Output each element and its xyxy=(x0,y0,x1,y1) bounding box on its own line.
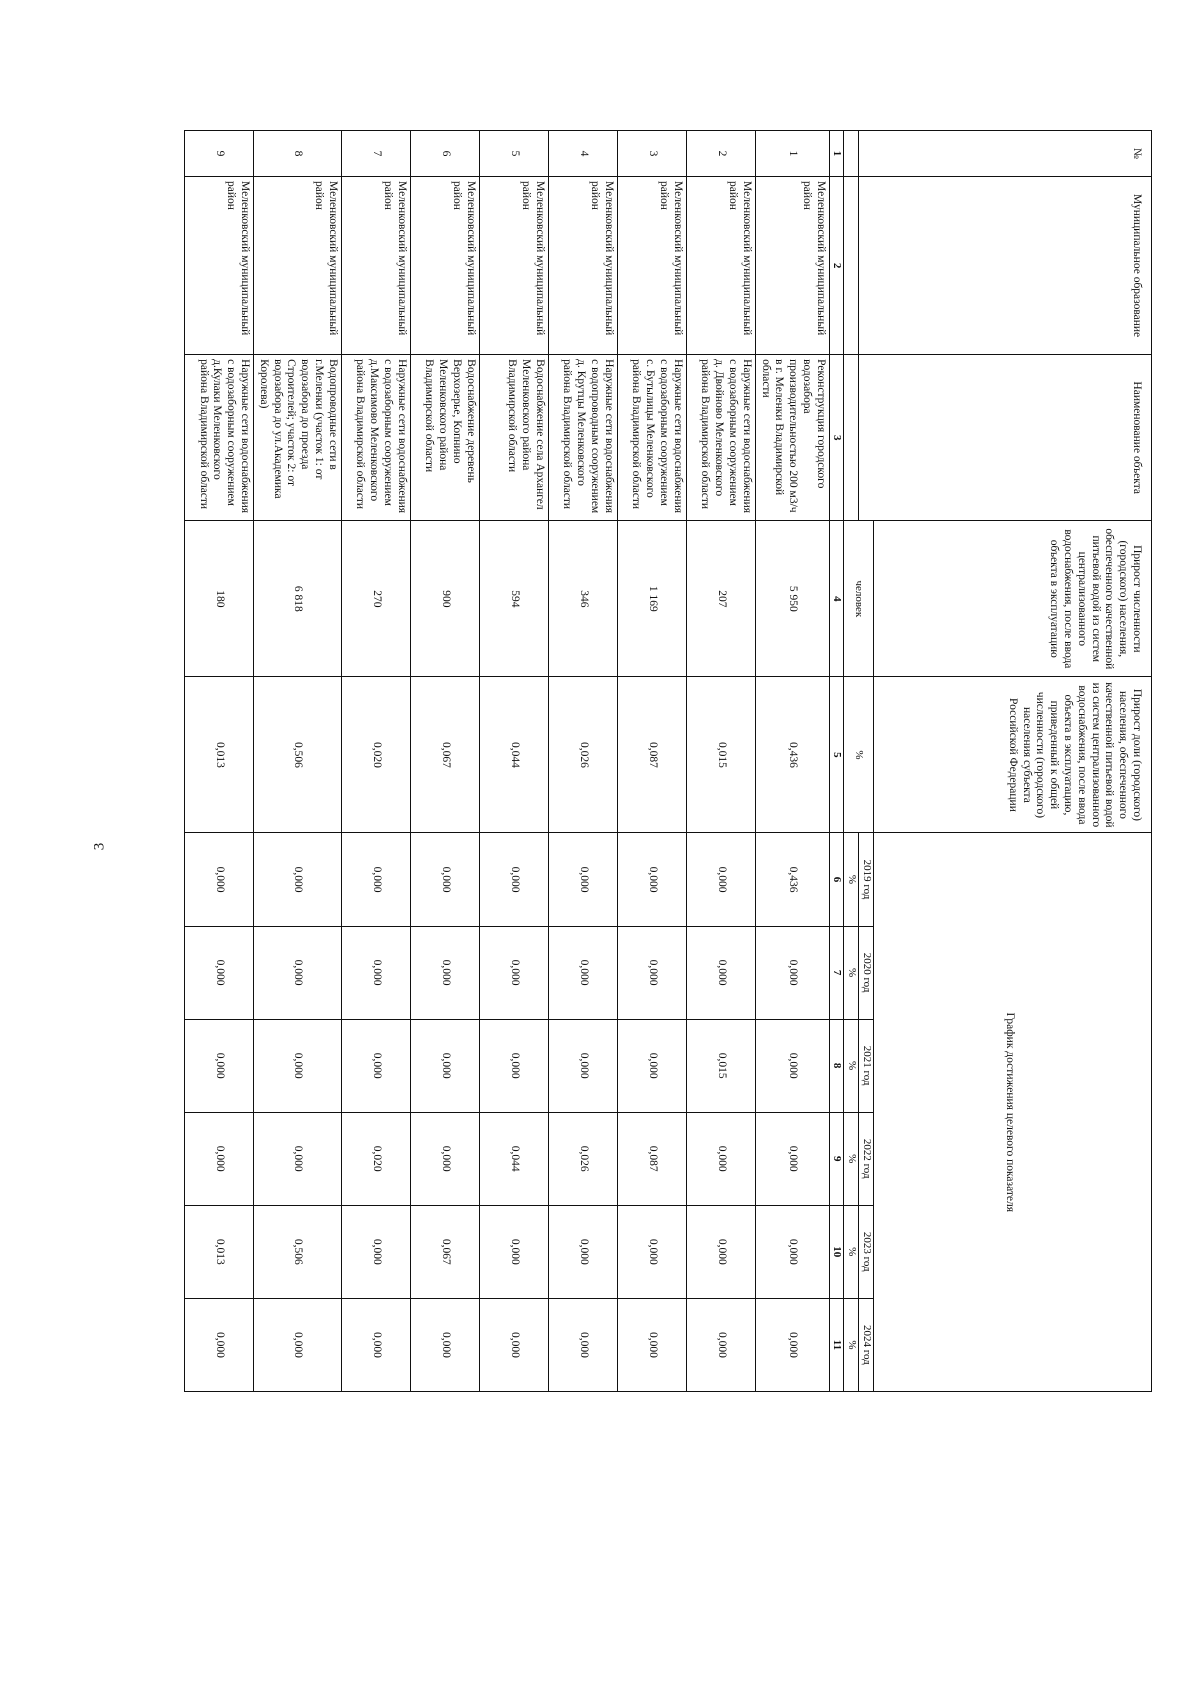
year-value-cell: 0,000 xyxy=(548,1205,617,1298)
col-header-share-growth: Прирост доли (городского) населения, обеспеченного качественной питьевой водой из систем централизованного водоснабжения, после ввода объекта в эксплуатацию, приведенный к общей численности (городского) населения субъекта Российской Федерации xyxy=(873,677,1151,833)
table-row xyxy=(341,131,410,1392)
year-header: 2022 год xyxy=(858,1112,873,1205)
population-growth-cell: 207 xyxy=(686,521,755,677)
population-growth-cell: 594 xyxy=(479,521,548,677)
table-row xyxy=(185,131,254,1392)
page-number: 3 xyxy=(91,842,108,851)
target-indicator-table xyxy=(184,130,1152,1392)
municipality-cell: Меленковский муниципальный район xyxy=(755,177,829,355)
year-value-cell: 0,506 xyxy=(254,1205,342,1298)
year-value-cell: 0,000 xyxy=(755,1019,829,1112)
year-value-cell: 0,000 xyxy=(617,1298,686,1391)
year-value-cell: 0,000 xyxy=(755,1298,829,1391)
population-growth-cell: 346 xyxy=(548,521,617,677)
year-value-cell: 0,000 xyxy=(686,926,755,1019)
share-growth-cell: 0,087 xyxy=(617,677,686,833)
row-number: 9 xyxy=(185,131,254,177)
year-value-cell: 0,000 xyxy=(185,1298,254,1391)
object-name-cell: Водопроводные сети в г.Меленки (участок 1: от водозабора до проезда Строителей; участок 2: от водозабора до ул.Академика Королева) xyxy=(254,355,342,521)
object-name-cell: Наружные сети водоснабжения с водозаборным сооружением д. Двойново Меленковского района Владимирской области xyxy=(686,355,755,521)
year-unit: % xyxy=(843,833,858,926)
object-name-cell: Наружные сети водоснабжения с водозаборным сооружением д.Максимово Меленковского района Владимирской области xyxy=(341,355,410,521)
population-growth-cell: 1 169 xyxy=(617,521,686,677)
year-value-cell: 0,000 xyxy=(341,1205,410,1298)
year-value-cell: 0,000 xyxy=(617,926,686,1019)
municipality-cell: Меленковский муниципальный район xyxy=(479,177,548,355)
year-value-cell: 0,000 xyxy=(617,1019,686,1112)
table-row xyxy=(686,131,755,1392)
year-value-cell: 0,000 xyxy=(479,833,548,926)
municipality-cell: Меленковский муниципальный район xyxy=(548,177,617,355)
year-header: 2019 год xyxy=(858,833,873,926)
year-value-cell: 0,000 xyxy=(254,1019,342,1112)
year-value-cell: 0,000 xyxy=(185,833,254,926)
year-value-cell: 0,026 xyxy=(548,1112,617,1205)
year-value-cell: 0,000 xyxy=(617,833,686,926)
table-row xyxy=(479,131,548,1392)
column-number: 11 xyxy=(829,1298,843,1391)
unit-share: % xyxy=(843,677,873,833)
column-number: 7 xyxy=(829,926,843,1019)
row-number: 4 xyxy=(548,131,617,177)
rotated-table-frame xyxy=(184,130,1152,1392)
row-number: 2 xyxy=(686,131,755,177)
share-growth-cell: 0,020 xyxy=(341,677,410,833)
year-value-cell: 0,015 xyxy=(686,1019,755,1112)
row-number: 3 xyxy=(617,131,686,177)
year-value-cell: 0,000 xyxy=(410,1019,479,1112)
year-value-cell: 0,000 xyxy=(410,833,479,926)
year-value-cell: 0,000 xyxy=(341,926,410,1019)
row-number: 8 xyxy=(254,131,342,177)
year-value-cell: 0,000 xyxy=(686,1205,755,1298)
row-number: 7 xyxy=(341,131,410,177)
col-header-municipality: Муниципальное образование xyxy=(858,177,1151,355)
year-value-cell: 0,000 xyxy=(686,1112,755,1205)
population-growth-cell: 6 818 xyxy=(254,521,342,677)
unit-pop: человек xyxy=(843,521,873,677)
table-row xyxy=(254,131,342,1392)
row-number: 5 xyxy=(479,131,548,177)
year-value-cell: 0,087 xyxy=(617,1112,686,1205)
col-header-object: Наименование объекта xyxy=(858,355,1151,521)
year-unit: % xyxy=(843,926,858,1019)
year-value-cell: 0,436 xyxy=(755,833,829,926)
column-number: 8 xyxy=(829,1019,843,1112)
year-value-cell: 0,000 xyxy=(755,1205,829,1298)
population-growth-cell: 270 xyxy=(341,521,410,677)
year-value-cell: 0,020 xyxy=(341,1112,410,1205)
object-name-cell: Водоснабжение села Архангел Меленковского района Владимирской области xyxy=(479,355,548,521)
share-growth-cell: 0,013 xyxy=(185,677,254,833)
object-name-cell: Водоснабжение деревень Верхозерье, Копнино Меленковского района Владимирской области xyxy=(410,355,479,521)
year-unit: % xyxy=(843,1298,858,1391)
column-number: 1 xyxy=(829,131,843,177)
col-header-no: № xyxy=(858,131,1151,177)
year-value-cell: 0,000 xyxy=(479,926,548,1019)
year-unit: % xyxy=(843,1019,858,1112)
table-row xyxy=(755,131,829,1392)
population-growth-cell: 5 950 xyxy=(755,521,829,677)
year-header: 2023 год xyxy=(858,1205,873,1298)
object-name-cell: Наружные сети водоснабжения с водопроводным сооружением д. Крутцы Меленковского района Владимирской области xyxy=(548,355,617,521)
municipality-cell: Меленковский муниципальный район xyxy=(254,177,342,355)
year-value-cell: 0,000 xyxy=(617,1205,686,1298)
share-growth-cell: 0,506 xyxy=(254,677,342,833)
year-value-cell: 0,000 xyxy=(185,1112,254,1205)
year-value-cell: 0,044 xyxy=(479,1112,548,1205)
column-number-row xyxy=(829,131,843,1392)
share-growth-cell: 0,436 xyxy=(755,677,829,833)
column-number: 2 xyxy=(829,177,843,355)
year-value-cell: 0,000 xyxy=(341,1019,410,1112)
object-name-cell: Наружные сети водоснабжения с водозаборным сооружением д.Кулаки Меленковского района Владимирской области xyxy=(185,355,254,521)
share-growth-cell: 0,044 xyxy=(479,677,548,833)
year-value-cell: 0,000 xyxy=(686,833,755,926)
col-header-schedule: График достижения целевого показателя xyxy=(873,833,1151,1392)
municipality-cell: Меленковский муниципальный район xyxy=(185,177,254,355)
empty-cell xyxy=(843,131,858,177)
year-header: 2020 год xyxy=(858,926,873,1019)
year-value-cell: 0,000 xyxy=(254,926,342,1019)
share-growth-cell: 0,067 xyxy=(410,677,479,833)
column-number: 9 xyxy=(829,1112,843,1205)
year-value-cell: 0,000 xyxy=(548,1019,617,1112)
year-header: 2021 год xyxy=(858,1019,873,1112)
municipality-cell: Меленковский муниципальный район xyxy=(686,177,755,355)
municipality-cell: Меленковский муниципальный район xyxy=(410,177,479,355)
column-number: 10 xyxy=(829,1205,843,1298)
year-value-cell: 0,000 xyxy=(548,1298,617,1391)
empty-cell xyxy=(843,355,858,521)
year-value-cell: 0,067 xyxy=(410,1205,479,1298)
year-value-cell: 0,000 xyxy=(254,833,342,926)
year-header: 2024 год xyxy=(858,1298,873,1391)
year-value-cell: 0,000 xyxy=(548,833,617,926)
column-number: 6 xyxy=(829,833,843,926)
column-number: 3 xyxy=(829,355,843,521)
year-value-cell: 0,000 xyxy=(254,1298,342,1391)
row-number: 1 xyxy=(755,131,829,177)
year-value-cell: 0,000 xyxy=(185,1019,254,1112)
year-value-cell: 0,000 xyxy=(479,1205,548,1298)
year-value-cell: 0,000 xyxy=(479,1298,548,1391)
population-growth-cell: 900 xyxy=(410,521,479,677)
year-value-cell: 0,000 xyxy=(755,1112,829,1205)
year-unit: % xyxy=(843,1205,858,1298)
col-header-pop-growth: Прирост численности (городского) населения, обеспеченного качественной питьевой водой из систем централизованного водоснабжения, после ввода объекта в эксплуатацию xyxy=(873,521,1151,677)
year-value-cell: 0,000 xyxy=(548,926,617,1019)
table-row xyxy=(548,131,617,1392)
population-growth-cell: 180 xyxy=(185,521,254,677)
municipality-cell: Меленковский муниципальный район xyxy=(617,177,686,355)
object-name-cell: Наружные сети водоснабжения с водозаборным сооружением с. Бутылицы Меленковского района Владимирской области xyxy=(617,355,686,521)
year-value-cell: 0,000 xyxy=(254,1112,342,1205)
year-value-cell: 0,000 xyxy=(341,1298,410,1391)
table-row xyxy=(617,131,686,1392)
empty-cell xyxy=(843,177,858,355)
share-growth-cell: 0,026 xyxy=(548,677,617,833)
share-growth-cell: 0,015 xyxy=(686,677,755,833)
municipality-cell: Меленковский муниципальный район xyxy=(341,177,410,355)
column-number: 5 xyxy=(829,677,843,833)
year-value-cell: 0,000 xyxy=(686,1298,755,1391)
year-value-cell: 0,000 xyxy=(410,1298,479,1391)
table-row xyxy=(410,131,479,1392)
year-value-cell: 0,000 xyxy=(755,926,829,1019)
column-number: 4 xyxy=(829,521,843,677)
year-value-cell: 0,013 xyxy=(185,1205,254,1298)
header-row-1 xyxy=(873,131,1151,1392)
object-name-cell: Реконструкция городского водозабора производительностью 200 м3/ч в г. Меленки Владимирской области xyxy=(755,355,829,521)
year-value-cell: 0,000 xyxy=(479,1019,548,1112)
year-value-cell: 0,000 xyxy=(410,1112,479,1205)
year-value-cell: 0,000 xyxy=(185,926,254,1019)
year-unit: % xyxy=(843,1112,858,1205)
year-value-cell: 0,000 xyxy=(410,926,479,1019)
year-value-cell: 0,000 xyxy=(341,833,410,926)
row-number: 6 xyxy=(410,131,479,177)
